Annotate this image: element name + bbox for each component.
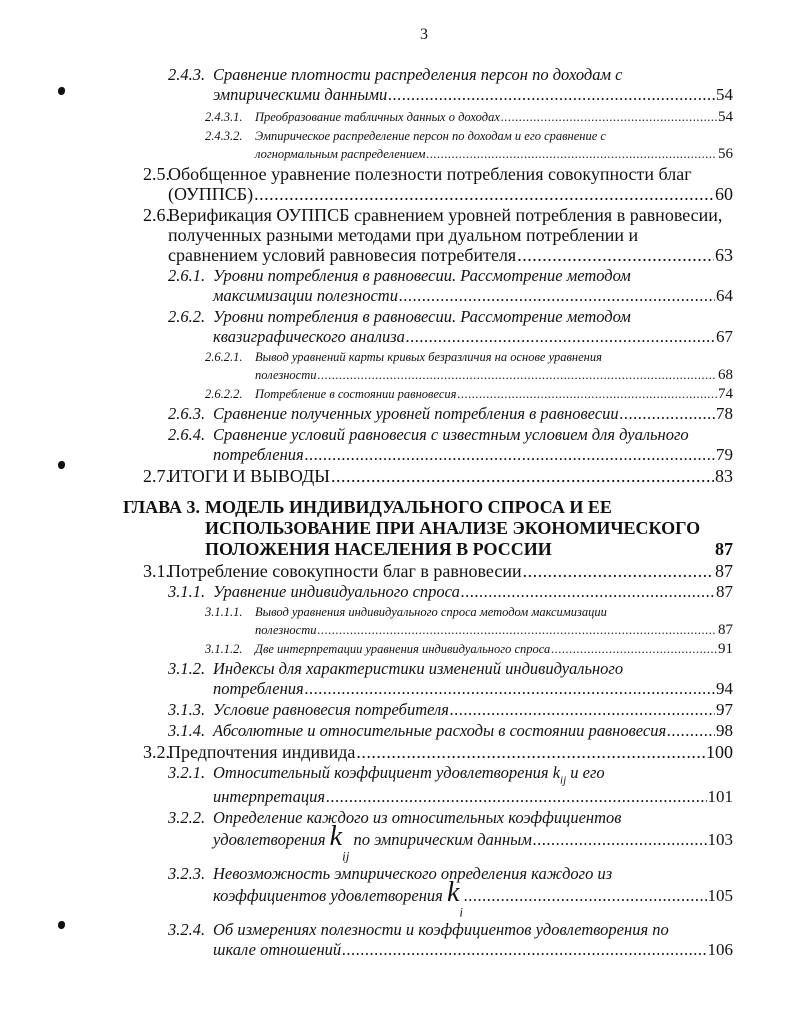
toc-entry[interactable] xyxy=(168,808,733,863)
toc-entry[interactable] xyxy=(143,561,733,581)
toc-line xyxy=(143,184,733,204)
section-number: 3.2.3. xyxy=(168,864,206,883)
section-title xyxy=(213,763,605,787)
section-title: Сравнение плотности распределения персон по доходам с xyxy=(213,65,623,84)
section-number: 2.6.4. xyxy=(168,425,206,444)
toc-entry[interactable] xyxy=(168,582,733,602)
section-title xyxy=(213,877,464,920)
page-ref[interactable]: 74 xyxy=(718,386,733,402)
toc-line xyxy=(143,245,733,265)
section-number: 2.6.3. xyxy=(168,404,206,423)
section-title: квазиграфического анализа xyxy=(213,327,405,346)
section-title: Предпочтения индивида xyxy=(168,742,356,762)
dot-leader xyxy=(399,286,715,306)
page-ref[interactable]: 87 xyxy=(715,561,733,581)
toc-entry[interactable] xyxy=(205,603,733,639)
page-ref[interactable]: 78 xyxy=(716,404,733,423)
toc-line xyxy=(168,445,733,465)
page-ref[interactable]: 54 xyxy=(716,85,733,104)
coefficient-subscript: i xyxy=(459,904,464,920)
page-ref[interactable]: 103 xyxy=(707,830,733,849)
section-number: ГЛАВА 3. xyxy=(123,497,201,517)
dot-leader xyxy=(457,385,717,403)
section-number: 3.2. xyxy=(143,742,170,762)
section-title: Две интерпретации уравнения индивидуального спроса xyxy=(255,642,551,656)
toc-entry[interactable] xyxy=(205,640,733,658)
dot-leader xyxy=(461,582,715,602)
section-title: Невозможность эмпирического определения каждого из xyxy=(213,864,613,883)
toc-line xyxy=(168,425,733,445)
section-title: Уравнение индивидуального спроса xyxy=(213,582,460,601)
toc-line xyxy=(168,877,733,920)
section-title: Абсолютные и относительные расходы в состоянии равновесия xyxy=(213,721,667,740)
dot-leader xyxy=(523,561,714,581)
toc-line xyxy=(143,466,733,486)
section-number: 3.1.2. xyxy=(168,659,206,678)
section-number: 2.6.2.2. xyxy=(205,387,243,401)
toc-entry[interactable] xyxy=(205,108,733,126)
coefficient-symbol: $k_{ij}$ xyxy=(329,821,350,864)
section-title: полезности xyxy=(255,623,317,637)
toc-line xyxy=(168,65,733,85)
dot-leader xyxy=(326,787,706,807)
toc-line xyxy=(168,700,733,720)
section-title: Потребление совокупности благ в равновесии xyxy=(168,561,522,581)
toc-line xyxy=(143,225,733,245)
page-number: 3 xyxy=(420,26,428,43)
section-title: шкале отношений xyxy=(213,940,342,959)
section-title: Потребление в состоянии равновесия xyxy=(255,387,457,401)
section-number: 2.5. xyxy=(143,164,170,184)
dot-leader xyxy=(388,85,715,105)
dot-leader xyxy=(426,145,717,163)
dot-leader xyxy=(667,721,715,741)
toc-entry[interactable] xyxy=(168,425,733,465)
toc-line xyxy=(143,561,733,581)
section-title: максимизации полезности xyxy=(213,286,398,305)
toc-line xyxy=(205,366,733,384)
toc-line xyxy=(168,266,733,286)
dot-leader xyxy=(406,327,715,347)
section-number: 3.2.4. xyxy=(168,920,206,939)
page-ref[interactable]: 106 xyxy=(707,940,733,959)
dot-leader xyxy=(356,742,705,762)
page-ref[interactable]: 63 xyxy=(715,245,733,265)
page-ref[interactable]: 91 xyxy=(718,641,733,657)
dot-leader xyxy=(342,940,706,960)
dot-leader xyxy=(305,679,715,699)
section-number: 3.2.2. xyxy=(168,808,206,827)
toc-line xyxy=(168,327,733,347)
dot-leader xyxy=(318,366,718,384)
section-title: Верификация ОУППСБ сравнением уровней потребления в равновесии, xyxy=(168,205,723,225)
toc-entry[interactable] xyxy=(143,164,733,204)
section-title: сравнением условий равновесия потребителя xyxy=(168,245,517,265)
toc-line xyxy=(168,787,733,807)
toc-line xyxy=(205,603,733,621)
section-number: 3.1. xyxy=(143,561,170,581)
toc-line xyxy=(168,307,733,327)
section-number: 3.1.3. xyxy=(168,700,206,719)
title-text: и его xyxy=(566,763,605,782)
section-title: ИСПОЛЬЗОВАНИЕ ПРИ АНАЛИЗЕ ЭКОНОМИЧЕСКОГО xyxy=(205,518,701,538)
toc-entry[interactable] xyxy=(168,307,733,347)
section-title: эмпирическими данными xyxy=(213,85,388,104)
toc-entry[interactable] xyxy=(168,266,733,306)
section-number: 3.1.1.1. xyxy=(205,605,243,619)
toc-line xyxy=(168,920,733,940)
toc-entry[interactable] xyxy=(168,763,733,807)
toc-line xyxy=(168,821,733,864)
toc-line xyxy=(205,348,733,366)
toc-entry[interactable] xyxy=(168,659,733,699)
section-number: 2.6. xyxy=(143,205,170,225)
page-ref[interactable]: 98 xyxy=(716,721,733,740)
page-ref[interactable]: 87 xyxy=(718,622,733,638)
page-ref[interactable]: 79 xyxy=(716,445,733,464)
dot-leader xyxy=(551,640,717,658)
page-ref[interactable]: 54 xyxy=(718,109,733,125)
toc-line xyxy=(123,539,733,560)
section-title: полученных разными методами при дуальном потреблении и xyxy=(168,225,639,245)
toc-line xyxy=(205,127,733,145)
toc-line xyxy=(123,518,733,539)
title-text: по эмпирическим данным xyxy=(349,830,532,849)
section-number: 3.1.1.2. xyxy=(205,642,243,656)
page-ref[interactable]: 64 xyxy=(716,286,733,305)
margin-mark xyxy=(58,461,65,469)
dot-leader xyxy=(501,108,717,126)
section-title xyxy=(213,821,532,864)
page-ref[interactable]: 105 xyxy=(707,886,733,905)
toc-line xyxy=(205,385,733,403)
section-number: 2.4.3. xyxy=(168,65,206,84)
section-number: 2.7. xyxy=(143,466,170,486)
page-ref[interactable]: 68 xyxy=(718,367,733,383)
title-text: удовлетворения xyxy=(213,830,330,849)
section-number: 2.6.2.1. xyxy=(205,350,243,364)
toc-entry[interactable] xyxy=(168,65,733,105)
coefficient-symbol: $k_i$ xyxy=(446,877,464,920)
toc-line xyxy=(123,497,733,518)
toc-entry[interactable] xyxy=(205,127,733,163)
section-title: Вывод уравнений карты кривых безразличия на основе уравнения xyxy=(255,350,602,364)
section-title: ПОЛОЖЕНИЯ НАСЕЛЕНИЯ В РОССИИ xyxy=(205,539,552,559)
toc-line xyxy=(168,582,733,602)
toc-line xyxy=(143,742,733,762)
coefficient-subscript: ij xyxy=(342,848,350,864)
section-title: потребления xyxy=(213,679,304,698)
section-title: интерпретация xyxy=(213,786,326,806)
page-ref[interactable]: 56 xyxy=(718,146,733,162)
dot-leader xyxy=(305,445,715,465)
dot-leader xyxy=(254,184,714,204)
dot-leader xyxy=(517,245,714,265)
section-number: 2.4.3.2. xyxy=(205,129,243,143)
section-title: Уровни потребления в равновесии. Рассмотрение методом xyxy=(213,307,631,326)
toc-entry[interactable] xyxy=(168,721,733,741)
dot-leader xyxy=(331,466,714,486)
toc-line xyxy=(205,640,733,658)
section-title: Сравнение условий равновесия с известным условием для дуального xyxy=(213,425,689,444)
toc-line xyxy=(143,164,733,184)
page-ref[interactable]: 60 xyxy=(715,184,733,204)
toc-entry[interactable] xyxy=(168,404,733,424)
title-text: коэффициентов удовлетворения xyxy=(213,886,447,905)
section-title: Сравнение полученных уровней потребления в равновесии xyxy=(213,404,619,423)
page-ref[interactable]: 101 xyxy=(707,786,733,806)
toc-entry[interactable] xyxy=(168,920,733,960)
toc-entry[interactable] xyxy=(143,742,733,762)
toc-line xyxy=(168,85,733,105)
section-title: Обобщенное уравнение полезности потребления совокупности благ xyxy=(168,164,692,184)
coefficient-symbol: $k_{ij}$ xyxy=(552,763,567,787)
toc-line xyxy=(205,108,733,126)
toc-entry[interactable] xyxy=(123,497,733,560)
dot-leader xyxy=(464,886,706,906)
toc-line xyxy=(168,679,733,699)
dot-leader xyxy=(318,621,718,639)
toc-line xyxy=(168,763,733,787)
section-title: Эмпирическое распределение персон по доходам и его сравнение с xyxy=(255,129,606,143)
page-ref[interactable]: 67 xyxy=(716,327,733,346)
section-title: Условие равновесия потребителя xyxy=(213,700,449,719)
page-ref[interactable]: 87 xyxy=(715,539,733,559)
section-title: ИТОГИ И ВЫВОДЫ xyxy=(168,466,330,486)
section-title: логнормальным распределением xyxy=(255,147,426,161)
section-number: 3.1.1. xyxy=(168,582,206,601)
page-ref[interactable]: 87 xyxy=(716,582,733,601)
toc-line xyxy=(205,145,733,163)
toc-entry[interactable] xyxy=(143,205,733,265)
section-title: Об измерениях полезности и коэффициентов удовлетворения по xyxy=(213,920,669,939)
section-title: Уровни потребления в равновесии. Рассмотрение методом xyxy=(213,266,631,285)
section-number: 2.6.2. xyxy=(168,307,206,326)
margin-mark xyxy=(58,921,65,929)
toc-line xyxy=(168,808,733,828)
page-ref[interactable]: 83 xyxy=(715,466,733,486)
section-title: Преобразование табличных данных о доходах xyxy=(255,110,500,124)
toc-line xyxy=(143,205,733,225)
toc-entry[interactable] xyxy=(143,466,733,486)
toc-line xyxy=(168,659,733,679)
toc-line xyxy=(168,721,733,741)
section-title: Вывод уравнения индивидуального спроса методом максимизации xyxy=(255,605,607,619)
section-title: Определение каждого из относительных коэффициентов xyxy=(213,808,622,827)
dot-leader xyxy=(620,404,715,424)
section-title: МОДЕЛЬ ИНДИВИДУАЛЬНОГО СПРОСА И ЕЕ xyxy=(205,497,612,517)
toc-line xyxy=(168,286,733,306)
dot-leader xyxy=(533,830,707,850)
section-number: 3.2.1. xyxy=(168,763,206,782)
toc-line xyxy=(168,940,733,960)
section-number: 2.4.3.1. xyxy=(205,110,243,124)
toc-line xyxy=(168,404,733,424)
toc-entry[interactable] xyxy=(168,864,733,919)
page-ref[interactable]: 97 xyxy=(716,700,733,719)
section-number: 2.6.1. xyxy=(168,266,206,285)
section-number: 3.1.4. xyxy=(168,721,206,740)
toc-entry[interactable] xyxy=(205,348,733,384)
page-ref[interactable]: 94 xyxy=(716,679,733,698)
page-ref[interactable]: 100 xyxy=(706,742,733,762)
toc-entry[interactable] xyxy=(205,385,733,403)
title-text: Относительный коэффициент удовлетворения xyxy=(213,763,553,782)
dot-leader xyxy=(450,700,715,720)
section-title: Индексы для характеристики изменений индивидуального xyxy=(213,659,624,678)
toc-entry[interactable] xyxy=(168,700,733,720)
margin-mark xyxy=(58,87,65,95)
section-title: (ОУППСБ) xyxy=(168,184,254,204)
section-title: полезности xyxy=(255,368,317,382)
coefficient-subscript: ij xyxy=(560,774,567,787)
toc-line xyxy=(205,621,733,639)
section-title: потребления xyxy=(213,445,304,464)
